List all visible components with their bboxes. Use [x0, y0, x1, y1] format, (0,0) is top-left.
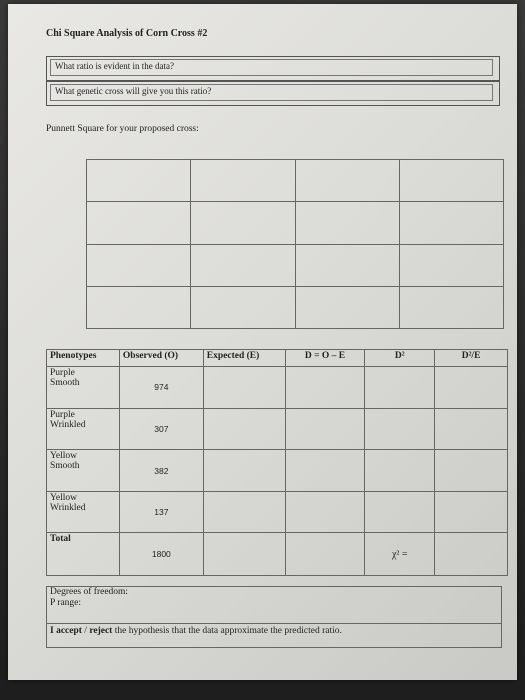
punnett-cell: [399, 160, 503, 202]
punnett-cell: [191, 202, 295, 244]
phenotype-line: Purple: [50, 368, 75, 379]
header-d-squared-over-e: D²/E: [435, 350, 508, 367]
table-row: [47, 450, 508, 492]
deviation-cell: [285, 450, 365, 492]
punnett-cell: [191, 160, 295, 202]
total-observed: 1800: [119, 533, 203, 576]
expected-cell: [203, 367, 285, 409]
punnett-cell: [87, 160, 191, 202]
punnett-cell: [295, 244, 399, 286]
observed-cell: 382: [119, 450, 203, 492]
punnett-cell: [399, 202, 503, 244]
ratio-question-box: [46, 56, 500, 81]
total-row: [47, 533, 508, 576]
table-row: [47, 408, 508, 450]
chi-square-label: χ² =: [365, 533, 435, 576]
phenotype-line: Purple: [50, 409, 75, 420]
header-deviation: D = O – E: [285, 350, 365, 367]
punnett-cell: [399, 244, 503, 286]
total-label: Total: [47, 533, 120, 576]
degrees-of-freedom-label: Degrees of freedom:: [50, 587, 129, 597]
punnett-square: [86, 159, 504, 329]
observed-cell: 974: [119, 367, 203, 409]
phenotype-cell: [47, 408, 120, 450]
punnett-cell: [87, 244, 191, 286]
phenotype-line: Smooth: [50, 378, 80, 389]
d-squared-over-e-cell: [435, 491, 508, 533]
accept-reject-slash: /: [81, 626, 90, 636]
d-squared-over-e-cell: [435, 450, 508, 492]
deviation-cell: [285, 491, 365, 533]
table-header-row: [47, 350, 508, 367]
d-squared-cell: [365, 408, 435, 450]
expected-cell: [203, 491, 285, 533]
d-squared-cell: [365, 450, 435, 492]
punnett-cell: [87, 286, 191, 328]
punnett-cell: [295, 286, 399, 328]
phenotype-line: Yellow: [50, 451, 78, 462]
punnett-cell: [191, 244, 295, 286]
chi-square-value-cell: [435, 533, 508, 576]
reject-word: reject: [89, 626, 113, 636]
worksheet-page: [8, 4, 517, 680]
total-expected-cell: [203, 533, 285, 576]
expected-cell: [203, 450, 285, 492]
hypothesis-text: the hypothesis that the data approximate the predicted ratio.: [112, 626, 342, 636]
phenotype-line: Wrinkled: [50, 502, 86, 513]
total-deviation-cell: [285, 533, 365, 576]
punnett-cell: [295, 202, 399, 244]
deviation-cell: [285, 408, 365, 450]
header-phenotypes: Phenotypes: [47, 350, 120, 367]
phenotype-line: Smooth: [50, 461, 80, 472]
punnett-cell: [399, 286, 503, 328]
hypothesis-statement: [47, 626, 501, 637]
d-squared-cell: [365, 491, 435, 533]
conclusion-divider: [47, 623, 501, 624]
p-range-label: P range:: [50, 598, 82, 608]
table-row: [47, 491, 508, 533]
accept-word: I accept: [50, 626, 82, 636]
phenotype-line: Wrinkled: [50, 419, 86, 430]
observed-cell: 137: [119, 491, 203, 533]
header-expected: Expected (E): [203, 350, 285, 367]
punnett-cell: [295, 160, 399, 202]
observed-cell: 307: [119, 408, 203, 450]
conclusion-box: [46, 586, 502, 648]
header-observed: Observed (O): [119, 350, 203, 367]
d-squared-over-e-cell: [435, 408, 508, 450]
phenotype-line: Yellow: [50, 492, 78, 503]
table-row: [47, 367, 508, 409]
chi-square-table: [46, 349, 508, 576]
d-squared-over-e-cell: [435, 367, 508, 409]
header-d-squared: D²: [365, 350, 435, 367]
punnett-cell: [191, 286, 295, 328]
cross-question-box: [46, 81, 500, 106]
ratio-question: What ratio is evident in the data?: [50, 59, 493, 76]
worksheet-title: Chi Square Analysis of Corn Cross #2: [46, 28, 208, 39]
punnett-label: Punnett Square for your proposed cross:: [46, 124, 199, 134]
phenotype-cell: [47, 367, 120, 409]
phenotype-cell: [47, 450, 120, 492]
phenotype-cell: [47, 491, 120, 533]
cross-question: What genetic cross will give you this ratio?: [50, 84, 493, 101]
d-squared-cell: [365, 367, 435, 409]
deviation-cell: [285, 367, 365, 409]
expected-cell: [203, 408, 285, 450]
punnett-cell: [87, 202, 191, 244]
